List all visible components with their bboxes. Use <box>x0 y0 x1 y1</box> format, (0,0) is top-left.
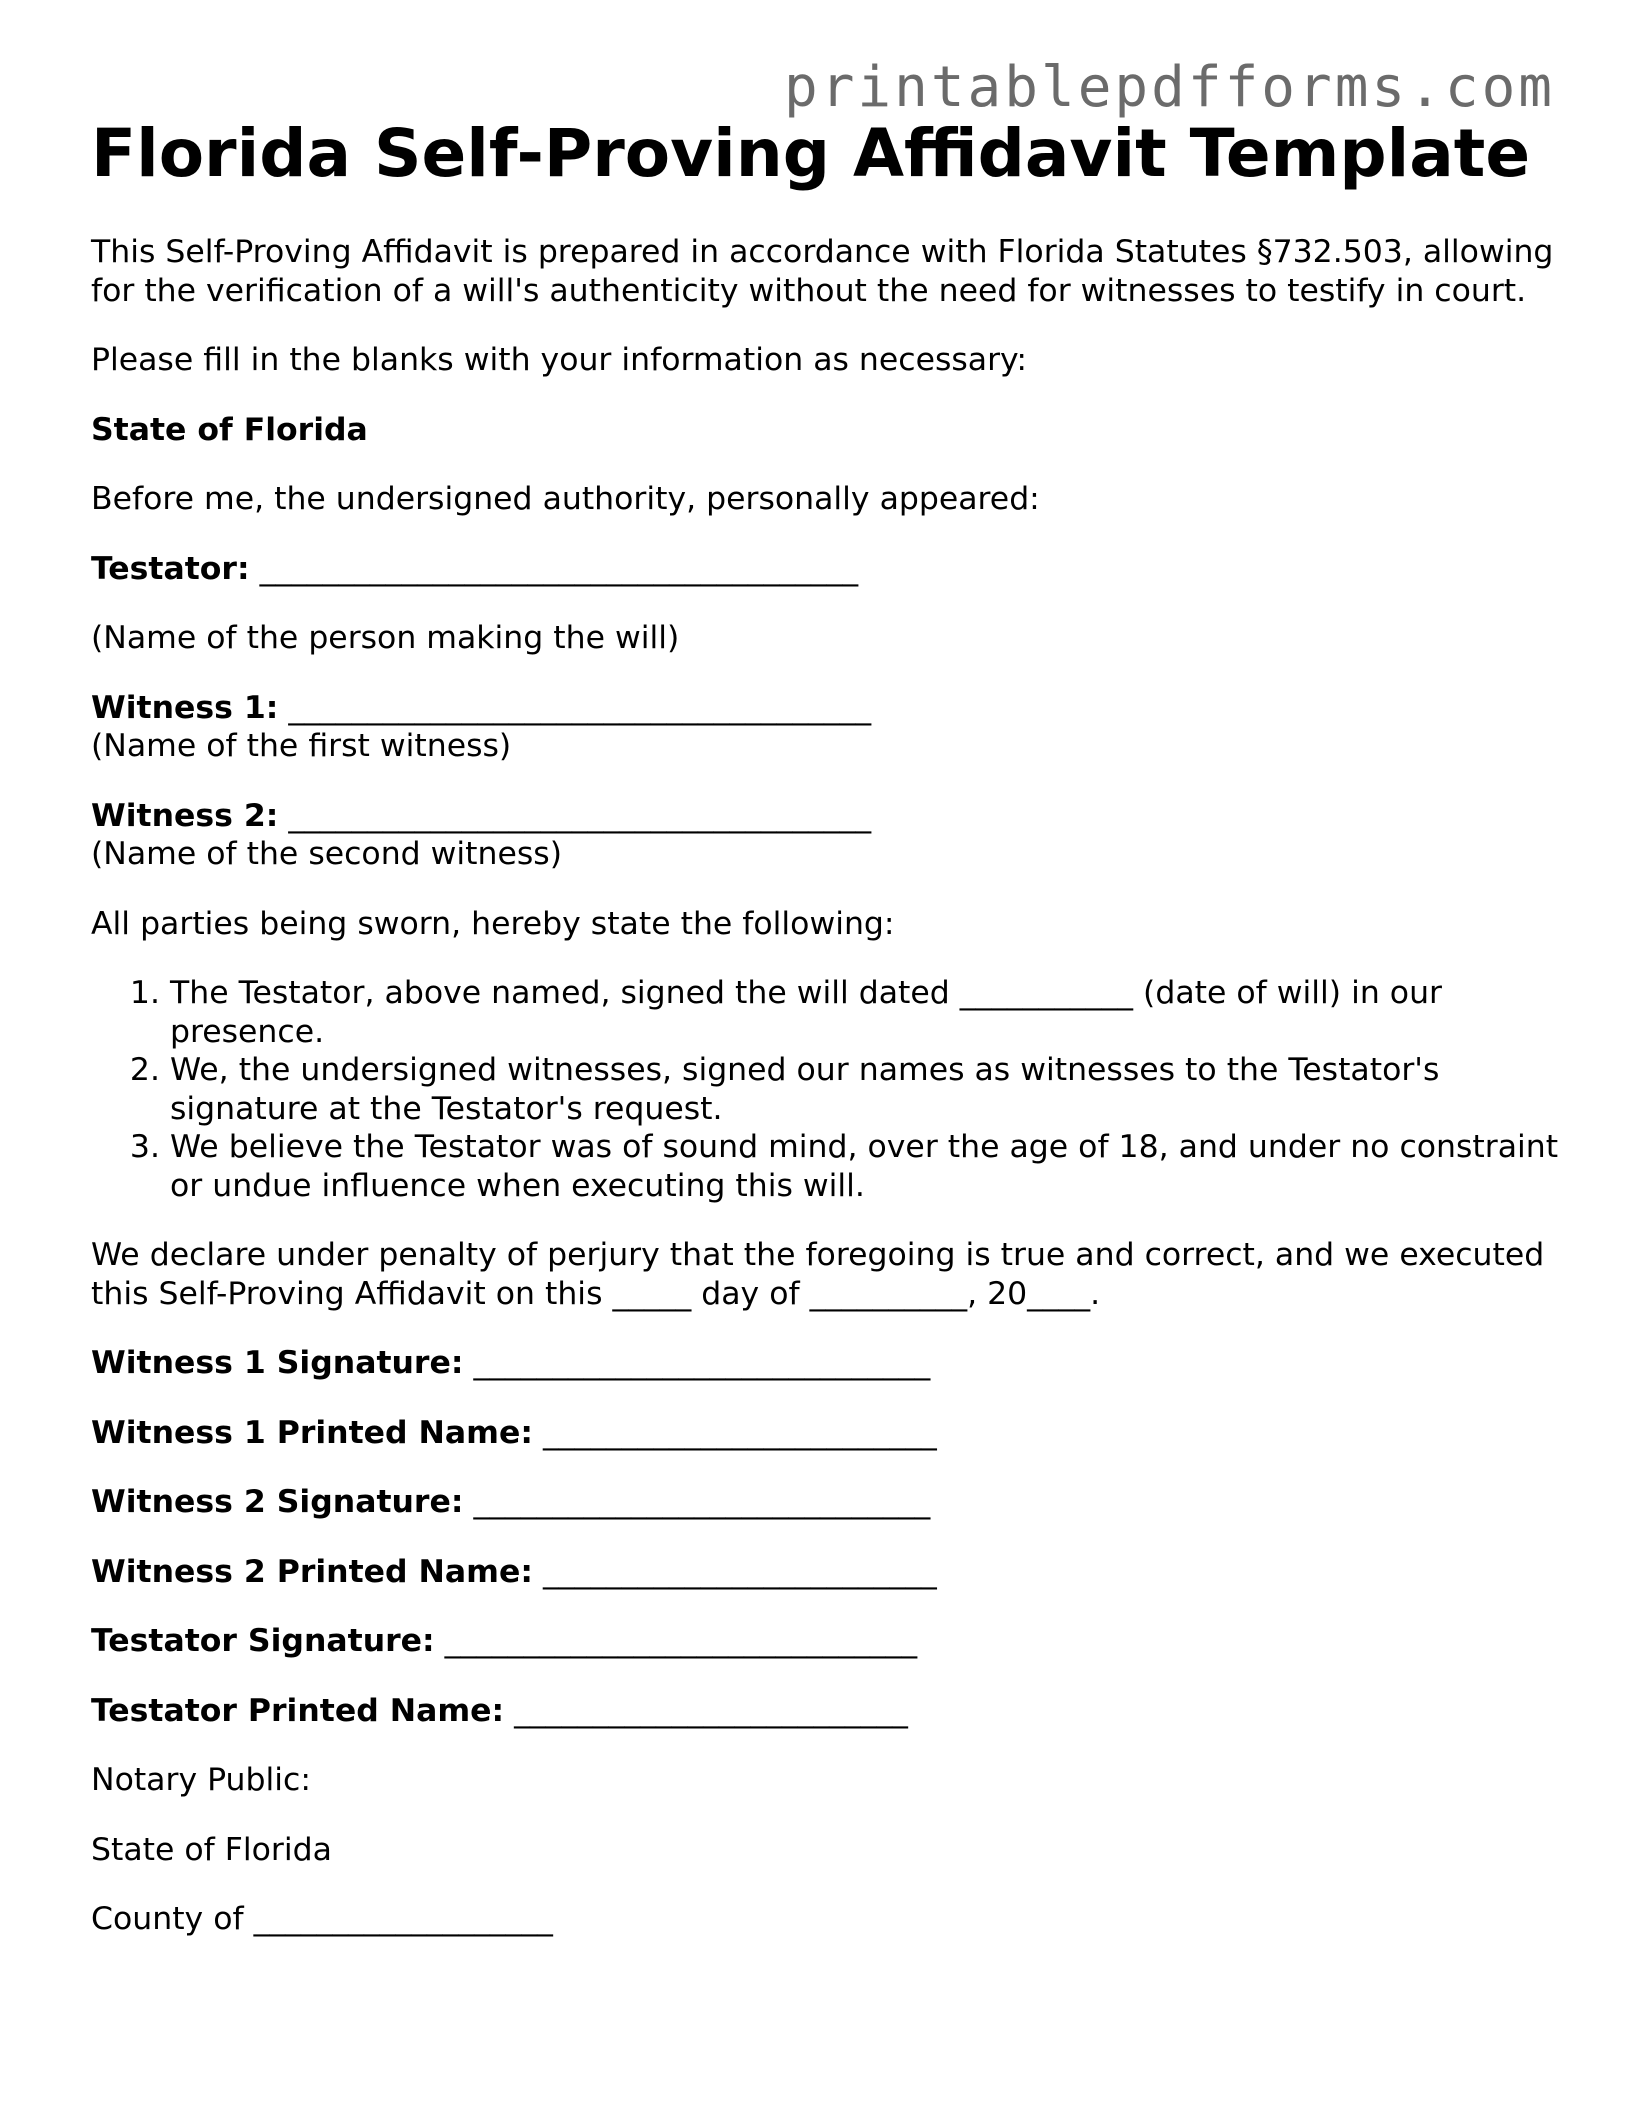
signature-line <box>91 1414 1571 1453</box>
notary-label: Notary Public: <box>91 1762 311 1798</box>
witness1-line <box>91 689 1571 728</box>
witness2-note: (Name of the second witness) <box>91 836 562 872</box>
statement-item: 1. The Testator, above named, signed the will dated ___________ (date of will) in our presence. <box>170 974 1571 1051</box>
testator-blank[interactable]: ______________________________________ <box>259 550 859 587</box>
signature-line <box>91 1553 1571 1592</box>
signature-label: Witness 1 Printed Name: <box>91 1414 533 1451</box>
sworn-paragraph: All parties being sworn, hereby state the following: <box>91 905 895 942</box>
witness1-note: (Name of the first witness) <box>91 728 512 764</box>
witness2-blank[interactable]: _____________________________________ <box>288 797 872 834</box>
state-heading: State of Florida <box>91 411 368 448</box>
declaration-paragraph: We declare under penalty of perjury that the foregoing is true and correct, and we executed this Self-Proving Affidavit on this _____ day of __________, 20____. <box>91 1237 1545 1312</box>
statements-list <box>91 974 1571 1205</box>
signature-blank[interactable]: _________________________ <box>542 1553 937 1590</box>
witness1-blank[interactable]: _____________________________________ <box>288 689 872 726</box>
signature-blank[interactable]: ______________________________ <box>444 1623 918 1659</box>
page-title: Florida Self-Proving Affidavit Template <box>91 115 1531 192</box>
witness1-block <box>91 689 1571 766</box>
witness2-label: Witness 2: <box>91 797 279 834</box>
signature-line <box>91 1692 1571 1731</box>
instruction-paragraph: Please fill in the blanks with your information as necessary: <box>91 342 1028 378</box>
testator-line <box>91 550 1571 589</box>
signature-line <box>91 1622 1571 1661</box>
signature-blank[interactable]: _____________________________ <box>473 1345 931 1381</box>
signature-line <box>91 1483 1571 1522</box>
county-line[interactable]: County of ___________________ <box>91 1901 553 1937</box>
signature-label: Witness 2 Printed Name: <box>91 1553 533 1590</box>
document-body <box>91 233 1571 1970</box>
signature-label: Witness 2 Signature: <box>91 1484 464 1520</box>
testator-note: (Name of the person making the will) <box>91 620 680 656</box>
testator-label: Testator: <box>91 550 250 587</box>
signature-line <box>91 1344 1571 1383</box>
intro-paragraph: This Self-Proving Affidavit is prepared in accordance with Florida Statutes §732.503, allowing for the verification of a will's authenticity without the need for witnesses to testify in court. <box>91 234 1554 309</box>
signature-blank[interactable]: _________________________ <box>514 1692 908 1729</box>
appeared-paragraph: Before me, the undersigned authority, personally appeared: <box>91 481 1040 517</box>
watermark: printablepdfforms.com <box>783 55 1555 120</box>
witness2-line <box>91 797 1571 836</box>
signature-label: Witness 1 Signature: <box>91 1345 464 1381</box>
signature-blank[interactable]: _____________________________ <box>473 1484 931 1520</box>
signature-label: Testator Printed Name: <box>91 1692 505 1729</box>
witness1-label: Witness 1: <box>91 689 279 726</box>
notary-state: State of Florida <box>91 1831 332 1868</box>
witness2-block <box>91 797 1571 874</box>
signature-blank[interactable]: _________________________ <box>542 1414 937 1451</box>
signature-label: Testator Signature: <box>91 1623 435 1659</box>
statement-item: 2. We, the undersigned witnesses, signed our names as witnesses to the Testator's signature at the Testator's request. <box>170 1051 1571 1128</box>
statement-item: 3. We believe the Testator was of sound mind, over the age of 18, and under no constraint or undue influence when executing this will. <box>170 1128 1571 1205</box>
